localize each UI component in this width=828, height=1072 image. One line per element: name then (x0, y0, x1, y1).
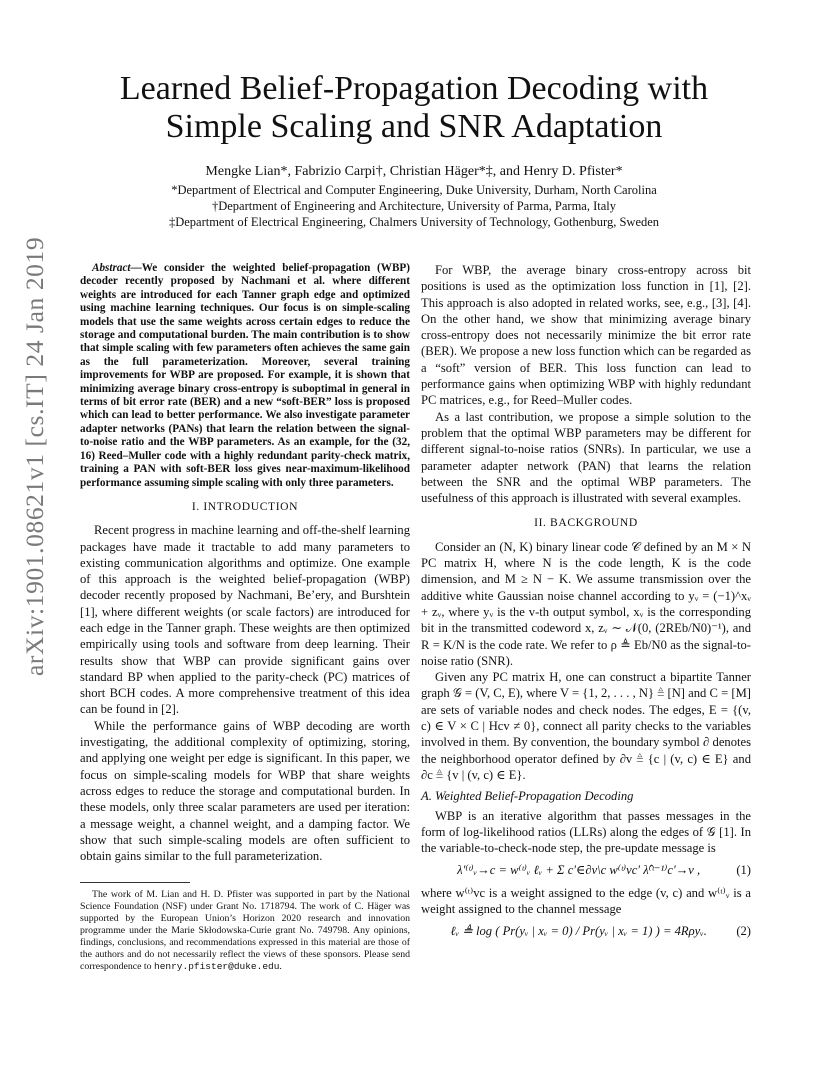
equation-2-expression: ℓᵥ ≜ log ( Pr(yᵥ | xᵥ = 0) / Pr(yᵥ | xᵥ = 1) ) = 4Rρyᵥ. (450, 924, 707, 939)
author-list: Mengke Lian*, Fabrizio Carpi†, Christian Häger*‡, and Henry D. Pfister* (205, 164, 623, 179)
arxiv-id: arXiv:1901.08621v1 [cs.IT] 24 Jan 2019 (20, 236, 49, 676)
equation-2 (421, 923, 751, 939)
equation-2-number: (2) (736, 924, 751, 939)
title-line-2: Simple Scaling and SNR Adaptation (165, 108, 663, 145)
intro-paragraph-4: As a last contribution, we propose a simple solution to the problem that the optimal WBP parameters may be different for different signal-to-noise ratios (SNRs). In particular, we use a parameter adapter network (PAN) that learns the relation between the SNR and the optimal WBP parameters. The usefulness of this approach is illustrated with several examples. (421, 409, 751, 506)
equation-1-number: (1) (736, 863, 751, 878)
paper-title (0, 70, 828, 146)
title-line-1: Learned Belief-Propagation Decoding with (119, 70, 709, 107)
intro-paragraph-2: While the performance gains of WBP decoding are worth investigating, the additional complexity of optimizing, storing, and applying one weight per edge is significant. In this paper, we focus on simple-scaling models for WBP that share weights across edges to reduce the storage and computational burden. In these models, only three scalar parameters are used per iteration: a message weight, a channel weight, and a damping factor. We show that such simple-scaling models are often sufficient to obtain gains similar to the full parameterization. (80, 718, 410, 864)
affiliation-duke: *Department of Electrical and Computer Engineering, Duke University, Durham, North Carolina (171, 183, 657, 197)
abstract (80, 262, 410, 490)
intro-paragraph-3: For WBP, the average binary cross-entropy across bit positions is used as the optimization loss function in [1], [2]. This approach is also adopted in related works, see, e.g., [3], [4]. On the other hand, we show that minimizing average binary cross-entropy does not necessarily minimize the bit error rate (BER). We propose a new loss function which can be regarded as a “soft” version of BER. This loss function can lead to performance gains when optimizing WBP with highly redundant PC matrices, e.g., for Reed–Muller codes. (421, 263, 751, 408)
arxiv-stamp (14, 236, 54, 678)
equation-1 (421, 862, 751, 878)
background-paragraph-2: Given any PC matrix H, one can construct a bipartite Tanner graph 𝒢 = (V, C, E), where V = {1, 2, . . . , N} ≜ [N] and C = [M] are sets of variable nodes and check nodes. The edges, E = {(v, c) ∈ V × C | Hcv ≠ 0}, connect all parity checks to the variables involved in them. By convention, the boundary symbol ∂ denotes the neighborhood operator defined by ∂v ≜ {c | (v, c) ∈ E} and ∂c ≜ {v | (v, c) ∈ E}. (421, 670, 751, 782)
footnote-email-link[interactable]: henry.pfister@duke.edu (154, 961, 280, 973)
background-paragraph-1: Consider an (N, K) binary linear code 𝒞 defined by an M × N PC matrix H, where N is the code length, K is the code dimension, and M ≥ N − K. We assume transmission over the additive white Gaussian noise channel according to yᵥ = (−1)^xᵥ + zᵥ, where yᵥ is the v-th output symbol, xᵥ is the corresponding bit in the transmitted codeword x, zᵥ ∼ 𝒩(0, (2REb/N0)⁻¹), and R = K/N is the code rate. We refer to ρ ≜ Eb/N0 as the signal-to-noise ratio (SNR). (421, 539, 751, 668)
wbp-paragraph-2: where w⁽ᵗ⁾vc is a weight assigned to the edge (v, c) and w⁽ᵗ⁾ᵥ is a weight assigned to the channel message (421, 885, 751, 916)
footnote: The work of M. Lian and H. D. Pfister was supported in part by the National Science Foundation (NSF) under Grant No. 1718794. The work of C. Häger was supported by the European Union’s Horizon 2020 research and innovation programme under the Marie Skłodowska-Curie grant No. 749798. Any opinions, findings, conclusions, and recommendations expressed in this material are those of the authors and do not necessarily reflect the views of these sponsors. Please send correspondence to henry.pfister@duke.edu. (80, 889, 410, 973)
footnote-text: The work of M. Lian and H. D. Pfister was supported in part by the National Science Foundation (NSF) under Grant No. 1718794. The work of C. Häger was supported by the European Union’s Horizon 2020 research and innovation programme under the Marie Skłodowska-Curie grant No. 749798. Any opinions, findings, conclusions, and recommendations expressed in this material are those of the authors and do not necessarily reflect the views of these sponsors. Please send correspondence to (80, 889, 410, 973)
intro-paragraph-1: Recent progress in machine learning and off-the-shelf learning packages have made it tractable to add many parameters to existing communication algorithms and optimize. One example of this approach is the weighted belief-propagation (WBP) decoder recently proposed by Nachmani, Be’ery, and Burshtein [1], where different weights (or scale factors) are introduced for each edge in the Tanner graph. These weights are then optimized empirically using tools and software from deep learning. Their results show that WBP can provide significant gains over standard BP when applied to the parity-check (PC) matrices of short BCH codes. A more comprehensive treatment of this idea can be found in [2]. (80, 523, 410, 717)
footnote-rule (80, 882, 190, 883)
affiliation-parma: †Department of Engineering and Architecture, University of Parma, Parma, Italy (211, 199, 617, 213)
section-background-heading: II. BACKGROUND (534, 516, 638, 530)
right-column (421, 262, 751, 946)
abstract-label: Abstract (92, 262, 131, 274)
wbp-paragraph-1: WBP is an iterative algorithm that passes messages in the form of log-likelihood ratios (LLRs) along the edges of 𝒢 [1]. In the variable-to-check-node step, the pre-update message is (421, 808, 751, 856)
left-column (80, 262, 410, 973)
equation-1-expression: λ′⁽ᵗ⁾ᵥ→c = w⁽ᵗ⁾ᵥ ℓᵥ + Σ c′∈∂v\c w⁽ᵗ⁾vc′ λ̂⁽ᵗ⁻¹⁾c′→v , (457, 863, 701, 878)
affiliation-chalmers: ‡Department of Electrical Engineering, Chalmers University of Technology, Gothenburg, Sweden (168, 215, 660, 229)
section-introduction-heading: I. INTRODUCTION (191, 499, 299, 513)
abstract-text: —We consider the weighted belief-propagation (WBP) decoder recently proposed by Nachmani et al. where different weights are introduced for each Tanner graph edge and optimized using machine learning techniques. Our focus is on simple-scaling models that use the same weights across certain edges to reduce the storage and computational burden. The main contribution is to show that simple scaling with few parameters often achieves the same gain as the full parameterization. Moreover, several training improvements for WBP are proposed. For example, it is shown that minimizing average binary cross-entropy is suboptimal in general in terms of bit error rate (BER) and a new “soft-BER” loss is proposed which can lead to better performance. We also investigate parameter adapter networks (PANs) that learn the relation between the signal-to-noise ratio and the WBP parameters. As an example, for the (32, 16) Reed–Muller code with a highly redundant parity-check matrix, training a PAN with soft-BER loss gives near-maximum-likelihood performance assuming simple scaling with only three parameters. (80, 262, 410, 489)
subsection-wbp-heading: A. Weighted Belief-Propagation Decoding (421, 789, 634, 804)
